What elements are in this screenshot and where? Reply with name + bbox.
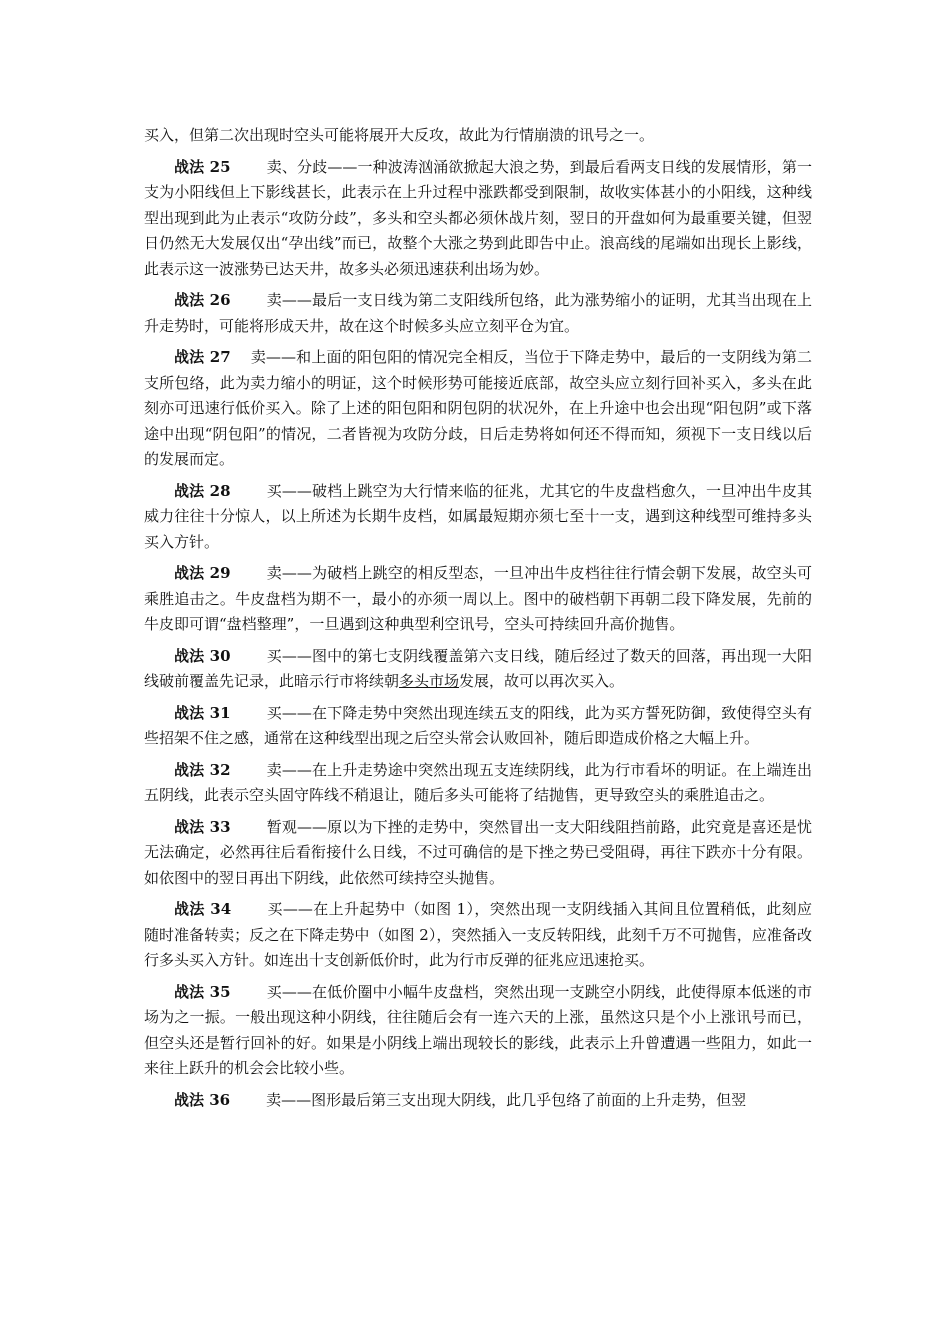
paragraph-tactic-35: [144, 980, 812, 1082]
paragraph-tactic-28: [144, 479, 812, 556]
paragraph-text: 卖——和上面的阳包阳的情况完全相反，当位于下降走势中，最后的一支阴线为第二支所包络，此为卖力缩小的明证，这个时候形势可能接近底部，故空头应立刻行回补买入，多头在此刻亦可迅速行低价买入。除了上述的阳包阳和阴包阴的状况外，在上升途中也会出现“阳包阴”或下落途中出现“阴包阳”的情况，二者皆视为攻防分歧，日后走势将如何还不得而知，须视下一支日线以后的发展而定。: [144, 348, 812, 468]
paragraph-tactic-36: [144, 1088, 812, 1114]
tactic-heading: 战法 25: [174, 157, 231, 176]
tactic-heading: 战法 33: [174, 817, 231, 836]
tactic-heading: 战法 32: [174, 760, 231, 779]
paragraph-tactic-25: [144, 155, 812, 283]
tactic-heading: 战法 34: [174, 900, 232, 918]
paragraph-tactic-26: [144, 288, 812, 339]
paragraph-tactic-34: [144, 897, 812, 974]
paragraph-text-tail: 发展，故可以再次买入。: [459, 672, 625, 690]
tactic-heading: 战法 36: [174, 1090, 231, 1109]
paragraph-text: 买——在下降走势中突然出现连续五支的阳线，此为买方誓死防御，致使得空头有些招架不住之感，通常在这种线型出现之后空头常会认败回补，随后即造成价格之大幅上升。: [144, 703, 812, 747]
paragraph-tactic-33: [144, 815, 812, 892]
paragraph-tactic-32: [144, 758, 812, 809]
bull-market-link[interactable]: 多头市场: [399, 672, 460, 690]
tactic-heading: 战法 35: [174, 982, 231, 1001]
paragraph-text: 暂观——原以为下挫的走势中，突然冒出一支大阳线阻挡前路，此究竟是喜还是忧无法确定，必然再往后看衔接什么日线，不过可确信的是下挫之势已受阻碍，再往下跌亦十分有限。如依图中的翌日再出下阴线，此依然可续持空头抛售。: [144, 817, 812, 887]
tactic-heading: 战法 26: [174, 291, 231, 309]
paragraph-tactic-31: [144, 701, 812, 752]
tactic-heading: 战法 28: [174, 481, 231, 500]
paragraph-text: 买——破档上跳空为大行情来临的征兆，尤其它的牛皮盘档愈久，一旦冲出牛皮其威力往往十分惊人，以上所述为长期牛皮档，如属最短期亦须七至十一支，遇到这种线型可维持多头买入方针。: [144, 481, 812, 551]
tactic-heading: 战法 27: [174, 348, 231, 366]
tactic-heading: 战法 30: [174, 646, 231, 665]
paragraph-text: 买——在上升起势中（如图 1），突然出现一支阴线插入其间且位置稍低，此刻应随时准备转卖；反之在下降走势中（如图 2），突然插入一支反转阳线，此刻千万不可抛售，应准备改行多头买入方针。如连出十支创新低价时，此为行市反弹的征兆应迅速抢买。: [144, 900, 812, 969]
paragraph-text: 买——在低价圈中小幅牛皮盘档，突然出现一支跳空小阴线，此使得原本低迷的市场为之一振。一般出现这种小阴线，往往随后会有一连六天的上涨，虽然这只是个小上涨讯号而已，但空头还是暂行回补的好。如果是小阴线上端出现较长的影线，此表示上升曾遭遇一些阻力，如此一来往上跃升的机会会比较小些。: [144, 982, 812, 1077]
paragraph-tactic-27: [144, 345, 812, 473]
paragraph-text: 卖——为破档上跳空的相反型态，一旦冲出牛皮档往往行情会朝下发展，故空头可乘胜追击之。牛皮盘档为期不一，最小的亦须一周以上。图中的破档朝下再朝二段下降发展，先前的牛皮即可谓“盘档整理”，一旦遇到这种典型利空讯号，空头可持续回升高价抛售。: [144, 564, 812, 633]
paragraph-text: 买入，但第二次出现时空头可能将展开大反攻，故此为行情崩溃的讯号之一。: [144, 126, 655, 144]
paragraph-text: 买——图中的第七支阴线覆盖第六支日线，随后经过了数天的回落，再出现一大阳线破前覆盖先记录，此暗示行市将续朝: [144, 646, 812, 690]
paragraph-text: 卖、分歧——一种波涛汹涌欲掀起大浪之势，到最后看两支日线的发展情形，第一支为小阳线但上下影线甚长，此表示在上升过程中涨跌都受到限制，故收实体甚小的小阳线，这种线型出现到此为止表示“攻防分歧”，多头和空头都必须休战片刻，翌日的开盘如何为最重要关键，但翌日仍然无大发展仅出“孕出线”而已，故整个大涨之势到此即告中止。浪高线的尾端如出现长上影线，此表示这一波涨势已达天井，故多头必须迅速获利出场为妙。: [144, 157, 812, 278]
tactic-heading: 战法 31: [174, 703, 231, 722]
tactic-heading: 战法 29: [174, 564, 231, 582]
paragraph-text: 卖——最后一支日线为第二支阳线所包络，此为涨势缩小的证明，尤其当出现在上升走势时，可能将形成天井，故在这个时候多头应立刻平仓为宜。: [144, 291, 812, 335]
document-body: [144, 123, 812, 1119]
paragraph-text: 卖——在上升走势途中突然出现五支连续阴线，此为行市看坏的明证。在上端连出五阴线，此表示空头固守阵线不稍退让，随后多头可能将了结抛售，更导致空头的乘胜追击之。: [144, 760, 812, 804]
paragraph-continuation: [144, 123, 812, 149]
paragraph-tactic-30: [144, 644, 812, 695]
paragraph-tactic-29: [144, 561, 812, 638]
paragraph-text: 卖——图形最后第三支出现大阴线，此几乎包络了前面的上升走势，但翌: [266, 1090, 747, 1109]
